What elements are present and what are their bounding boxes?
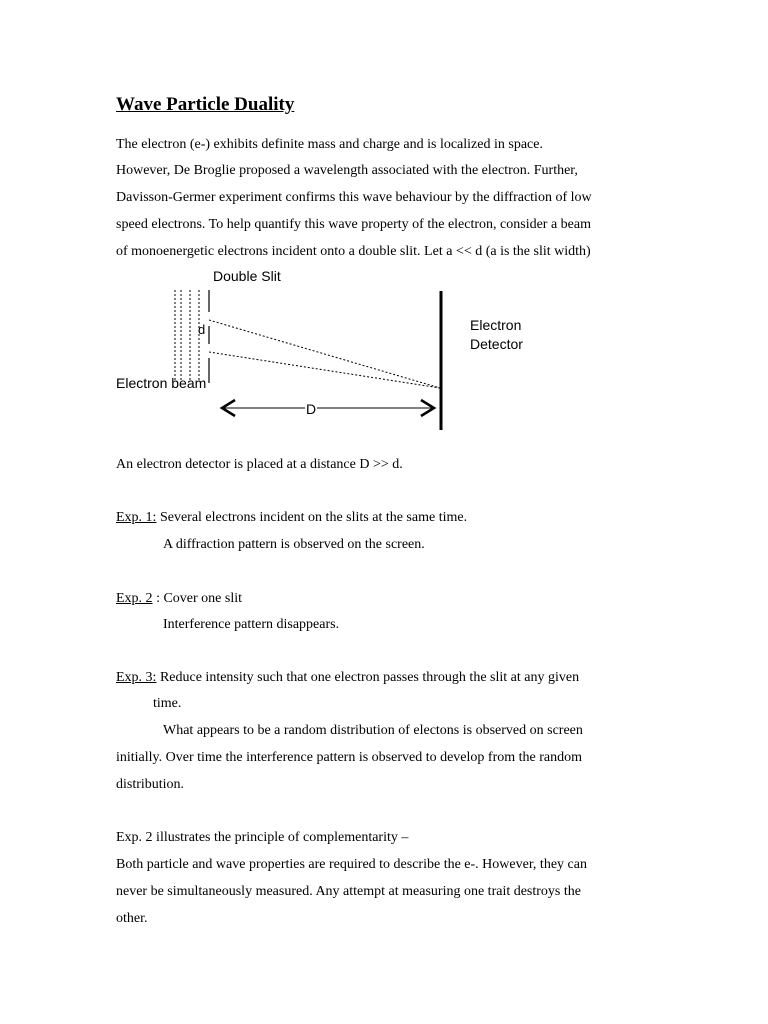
page-title: Wave Particle Duality xyxy=(116,94,295,115)
exp2-sub: Interference pattern disappears. xyxy=(163,617,340,632)
intro-line-4: speed electrons. To help quantify this wave property of the electron, consider a beam xyxy=(116,217,591,232)
exp2-label: Exp. 2 xyxy=(116,591,153,606)
electron-beam-label: Electron beam xyxy=(116,375,207,391)
conclusion-line-1: Exp. 2 illustrates the principle of complementarity – xyxy=(116,830,409,845)
exp2-text: : Cover one slit xyxy=(152,591,242,606)
exp3-label: Exp. 3: xyxy=(116,670,157,685)
detector-label-line-1: Electron xyxy=(470,317,522,333)
exp3-sub3: distribution. xyxy=(116,777,185,792)
intro-line-1: The electron (e-) exhibits definite mass and charge and is localized in space. xyxy=(116,137,543,152)
intro-line-5: of monoenergetic electrons incident onto a double slit. Let a << d (a is the slit width) xyxy=(116,244,591,259)
distance-label: D xyxy=(306,401,317,417)
exp3-text: Reduce intensity such that one electron passes through the slit at any given xyxy=(156,670,580,685)
detector-statement: An electron detector is placed at a distance D >> d. xyxy=(116,457,403,472)
intro-line-3: Davisson-Germer experiment confirms this wave behaviour by the diffraction of low xyxy=(116,190,592,205)
double-slit-label: Double Slit xyxy=(213,268,281,284)
intro-line-2: However, De Broglie proposed a wavelength associated with the electron. Further, xyxy=(116,163,578,178)
conclusion-line-3: never be simultaneously measured. Any attempt at measuring one trait destroys the xyxy=(116,884,581,899)
exp3-line xyxy=(116,669,579,687)
exp1-line xyxy=(116,509,467,527)
exp1-label: Exp. 1: xyxy=(116,510,157,525)
exp1-sub: A diffraction pattern is observed on the screen. xyxy=(163,537,425,552)
exp3-sub1: What appears to be a random distribution of electons is observed on screen xyxy=(163,723,583,738)
exp3-sub2: initially. Over time the interference pattern is observed to develop from the random xyxy=(116,750,582,765)
ray-upper xyxy=(209,320,440,388)
exp2-line xyxy=(116,590,242,608)
detector-label-line-2: Detector xyxy=(470,336,523,352)
conclusion-line-4: other. xyxy=(116,911,148,926)
slit-separation-label: d xyxy=(198,322,206,337)
exp1-text: Several electrons incident on the slits at the same time. xyxy=(156,510,468,525)
ray-lower xyxy=(209,352,440,388)
exp3-cont: time. xyxy=(153,696,182,711)
conclusion-line-2: Both particle and wave properties are required to describe the e-. However, they can xyxy=(116,857,587,872)
